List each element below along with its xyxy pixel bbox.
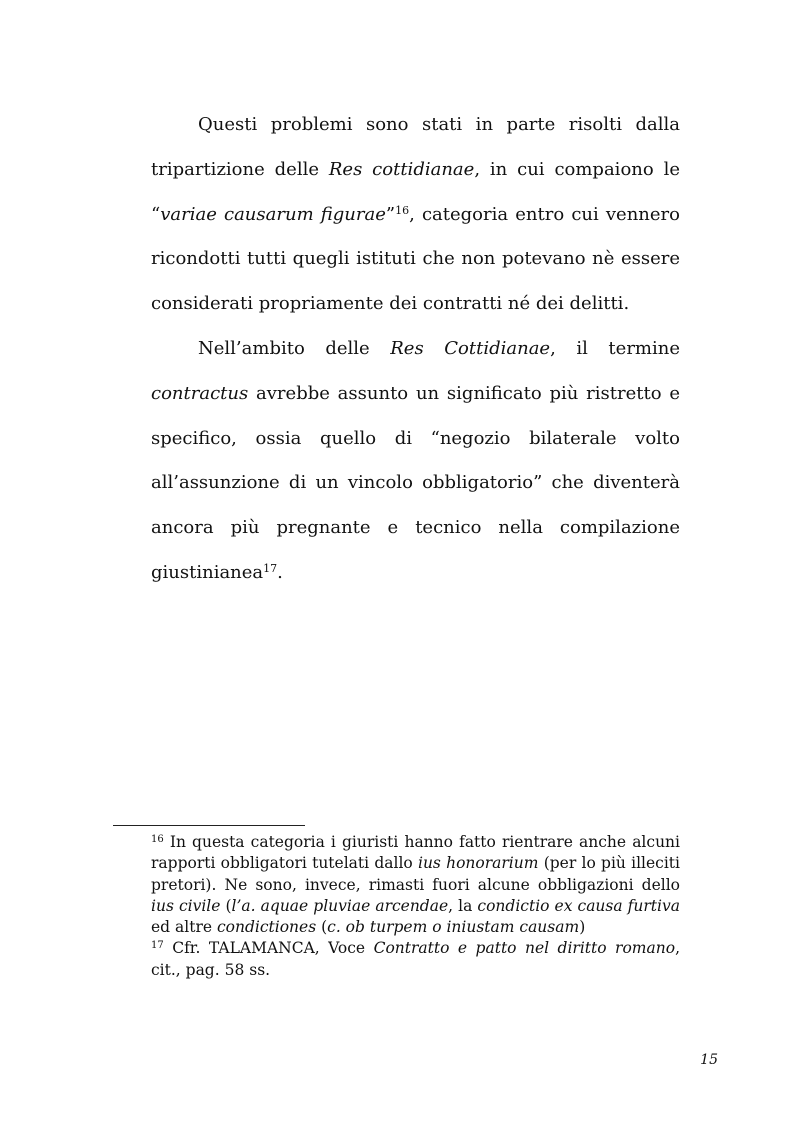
paragraph-2: [151, 327, 680, 596]
text-run: ”: [385, 203, 396, 225]
text-run: In questa categoria i giuristi hanno fatto rientrare anche alcuni rapporti obbligatori tutelati dallo: [151, 833, 680, 873]
main-text: [151, 103, 680, 596]
text-run: .: [277, 561, 283, 583]
italic-term: Res cottidianae: [328, 158, 475, 180]
text-run: (: [220, 896, 232, 915]
text-run: Cfr. TALAMANCA, Voce: [163, 939, 374, 958]
page-number: 15: [700, 1052, 718, 1068]
text-run: (: [316, 918, 328, 937]
text-run: ): [579, 918, 586, 937]
text-run: avrebbe assunto un significato più ristretto e specifico, ossia quello di “negozio bilaterale volto all’assunzione di un vincolo obbligatorio” che diventerà ancora più pregnante e tecnico nella compilazione giustinianea: [151, 382, 680, 583]
footnotes: [151, 832, 680, 981]
paragraph-1: [151, 103, 680, 327]
footnote-ref-16[interactable]: 16: [395, 203, 410, 217]
italic-term: l’a. aquae pluviae arcendae: [231, 896, 449, 915]
italic-term: contractus: [151, 382, 249, 404]
text-run: ed altre: [151, 918, 217, 937]
text-run: , cit., pag. 58 ss.: [151, 939, 680, 979]
footnote-number: 16: [151, 834, 164, 845]
footnote-16: [151, 832, 680, 938]
italic-term: condictio ex causa furtiva: [477, 896, 680, 915]
italic-term: c. ob turpem o iniustam causam: [327, 918, 580, 937]
italic-term: Res Cottidianae: [390, 337, 551, 359]
text-run: (per lo più illeciti pretori). Ne sono, invece, rimasti fuori alcune obbligazioni dello: [151, 854, 680, 894]
text-run: , il termine: [550, 337, 680, 359]
italic-term: condictiones: [216, 918, 317, 937]
text-run: , in cui compaiono le “: [151, 158, 680, 225]
footnote-number: 17: [151, 940, 164, 952]
footnote-17: [151, 938, 680, 981]
text-run: , la: [448, 896, 478, 915]
italic-term: Contratto e patto nel diritto romano: [373, 939, 676, 958]
text-run: Nell’ambito delle: [198, 337, 391, 359]
italic-term: ius honorarium: [417, 854, 539, 873]
italic-term: variae causarum figurae: [160, 203, 386, 225]
italic-term: ius civile: [151, 896, 221, 915]
footnote-separator: [113, 825, 305, 826]
text-run: , categoria entro cui vennero ricondotti tutti quegli istituti che non potevano nè essere considerati propriamente dei contratti né dei delitti.: [151, 203, 680, 315]
text-run: Questi problemi sono stati in parte risolti dalla tripartizione delle: [151, 114, 680, 180]
footnote-ref-17[interactable]: 17: [263, 561, 278, 575]
